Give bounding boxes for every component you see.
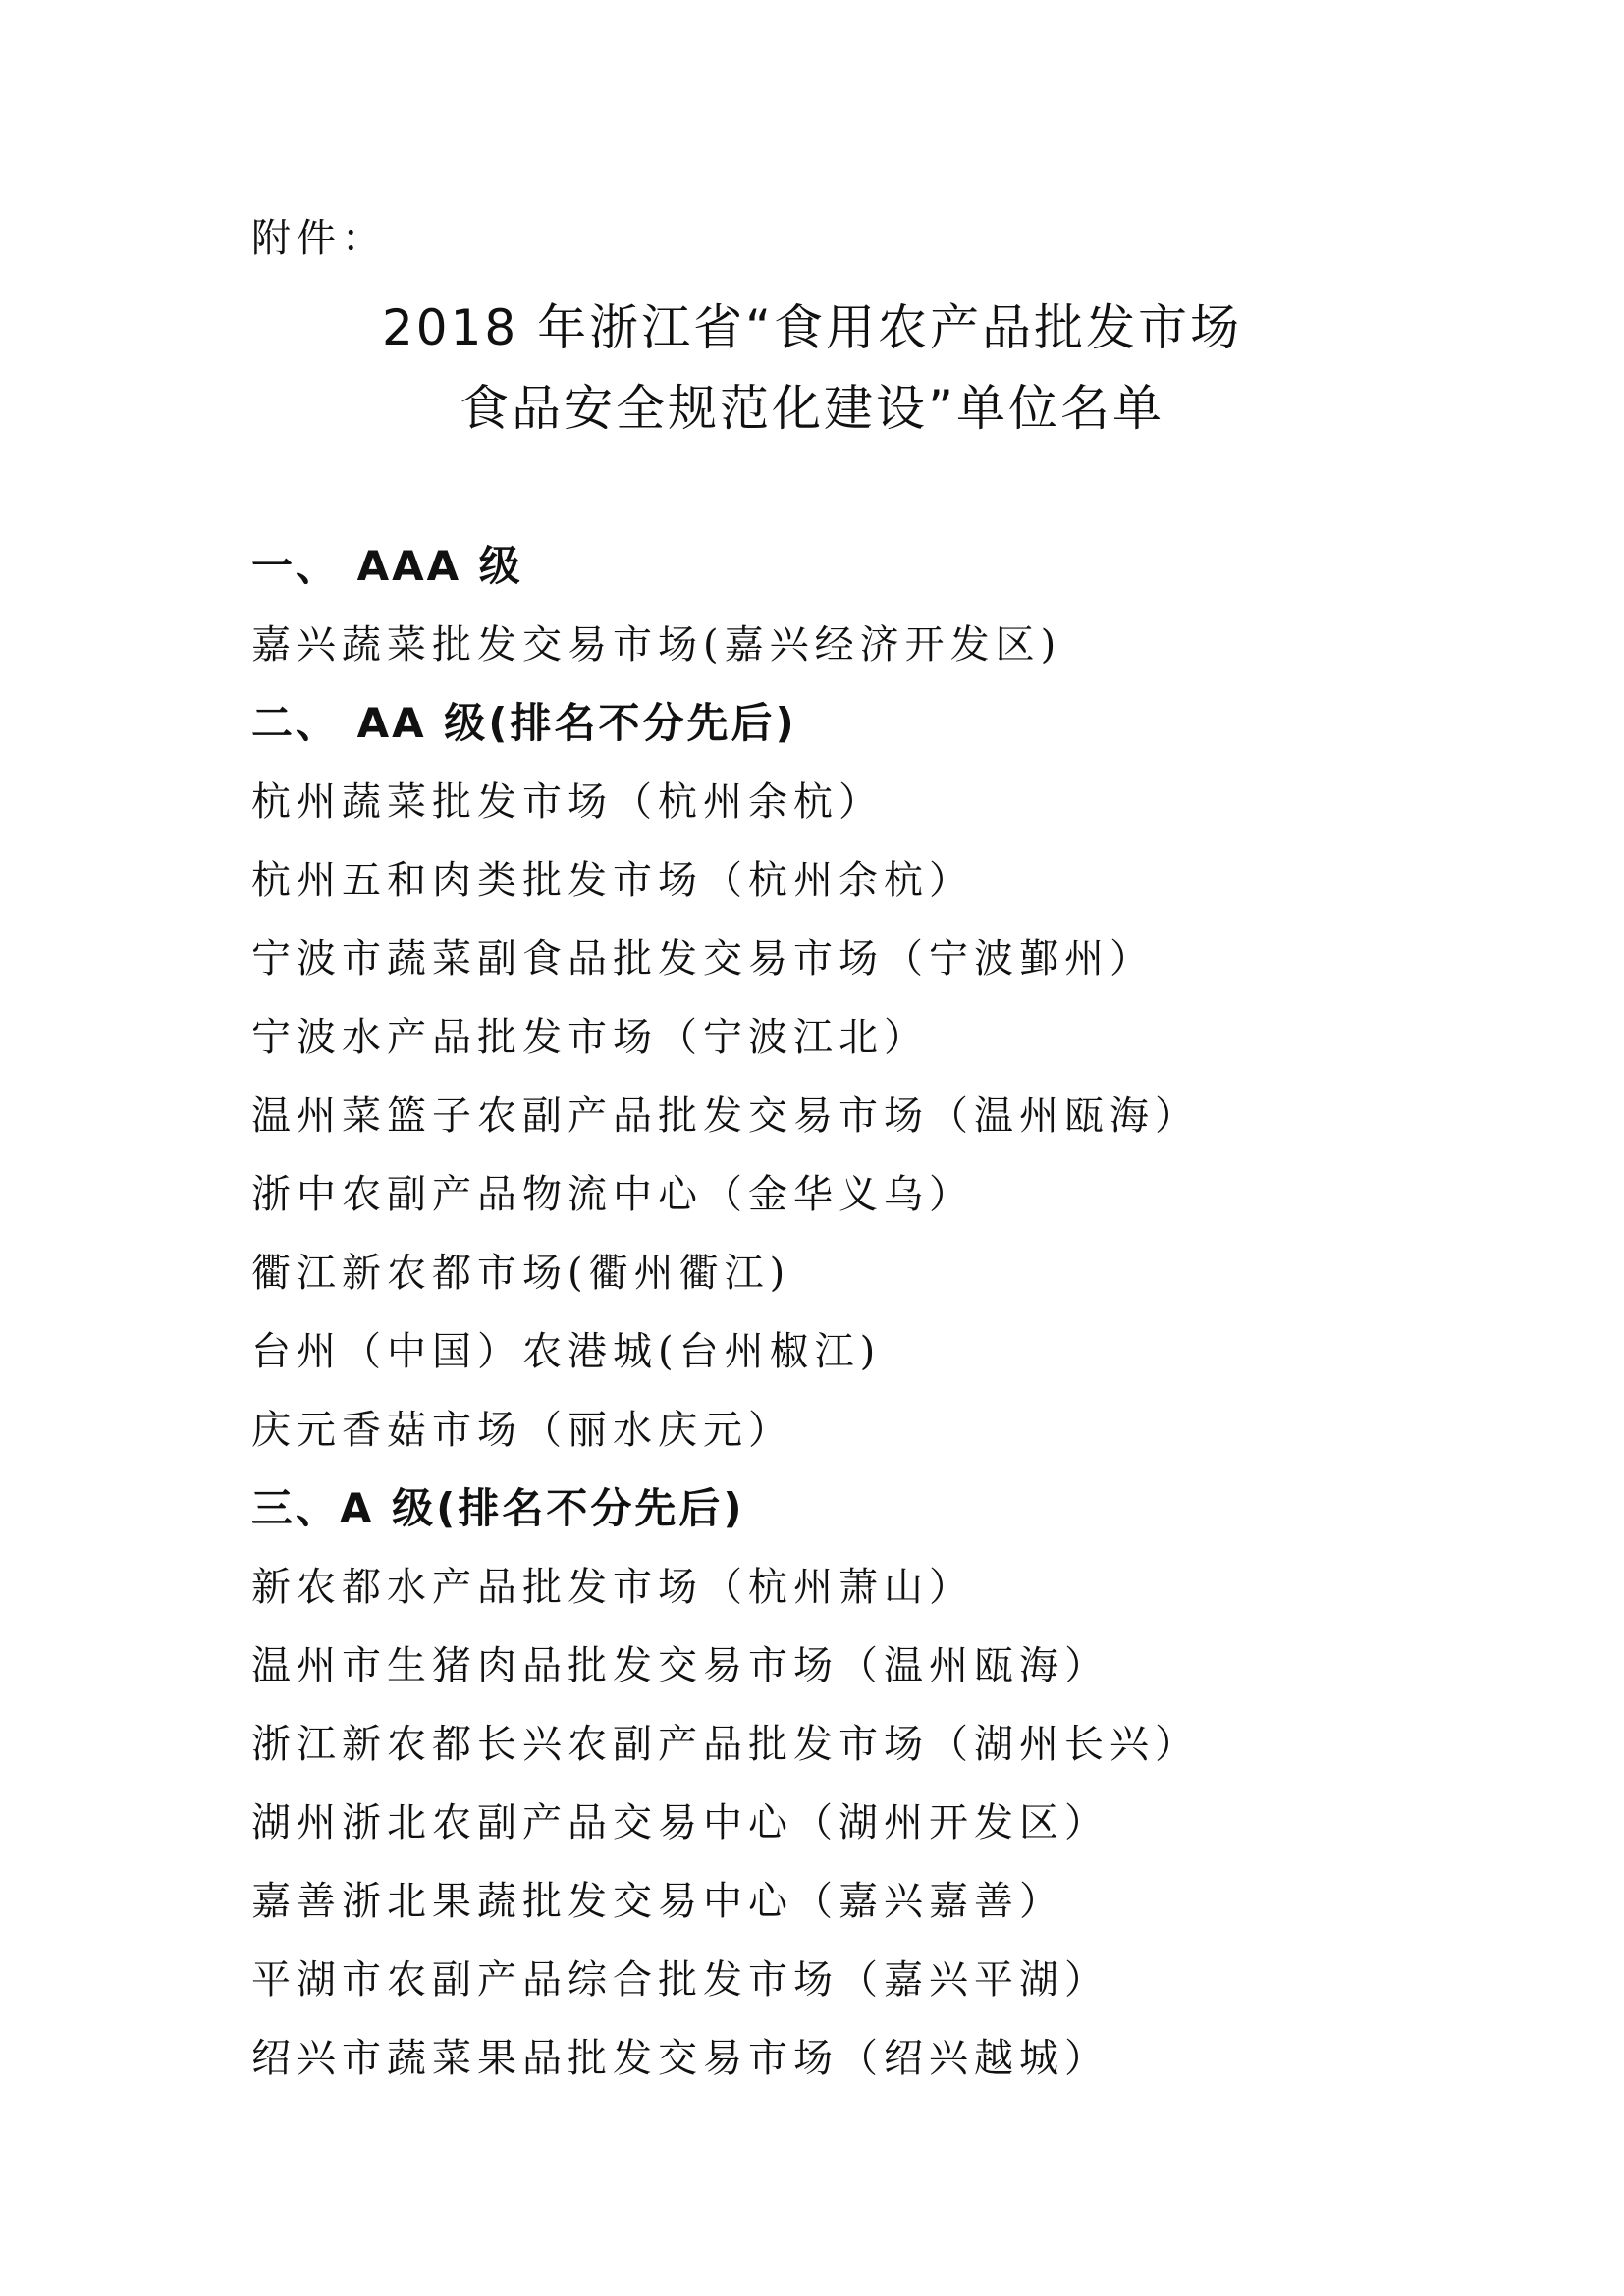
list-item: 新农都水产品批发市场（杭州萧山） bbox=[251, 1565, 974, 1610]
attachment-label: 附件： bbox=[251, 216, 387, 261]
section-heading-a: 三、A 级(排名不分先后) bbox=[251, 1484, 745, 1532]
list-item: 台州（中国）农港城(台州椒江) bbox=[251, 1329, 882, 1374]
list-item: 杭州五和肉类批发市场（杭州余杭） bbox=[251, 858, 974, 903]
list-item: 温州菜篮子农副产品批发交易市场（温州瓯海） bbox=[251, 1094, 1200, 1139]
list-item: 衢江新农都市场(衢州衢江) bbox=[251, 1251, 791, 1296]
section-heading-aa: 二、 AA 级(排名不分先后) bbox=[251, 699, 797, 747]
list-item: 浙中农副产品物流中心（金华义乌） bbox=[251, 1172, 974, 1217]
list-item: 浙江新农都长兴农副产品批发市场（湖州长兴） bbox=[251, 1722, 1200, 1767]
list-item: 嘉善浙北果蔬批发交易中心（嘉兴嘉善） bbox=[251, 1879, 1064, 1924]
section-heading-aaa: 一、 AAA 级 bbox=[251, 542, 523, 590]
document-title-line-2: 食品安全规范化建设”单位名单 bbox=[460, 380, 1164, 437]
list-item: 宁波市蔬菜副食品批发交易市场（宁波鄞州） bbox=[251, 936, 1155, 982]
list-item: 嘉兴蔬菜批发交易市场(嘉兴经济开发区) bbox=[251, 622, 1062, 667]
list-item: 杭州蔬菜批发市场（杭州余杭） bbox=[251, 779, 884, 825]
list-item: 温州市生猪肉品批发交易市场（温州瓯海） bbox=[251, 1643, 1110, 1688]
list-item: 庆元香菇市场（丽水庆元） bbox=[251, 1408, 793, 1453]
document-title-line-1: 2018 年浙江省“食用农产品批发市场 bbox=[381, 299, 1243, 356]
list-item: 宁波水产品批发市场（宁波江北） bbox=[251, 1015, 929, 1060]
list-item: 平湖市农副产品综合批发市场（嘉兴平湖） bbox=[251, 1957, 1110, 2002]
list-item: 绍兴市蔬菜果品批发交易市场（绍兴越城） bbox=[251, 2036, 1110, 2081]
list-item: 湖州浙北农副产品交易中心（湖州开发区） bbox=[251, 1800, 1110, 1845]
